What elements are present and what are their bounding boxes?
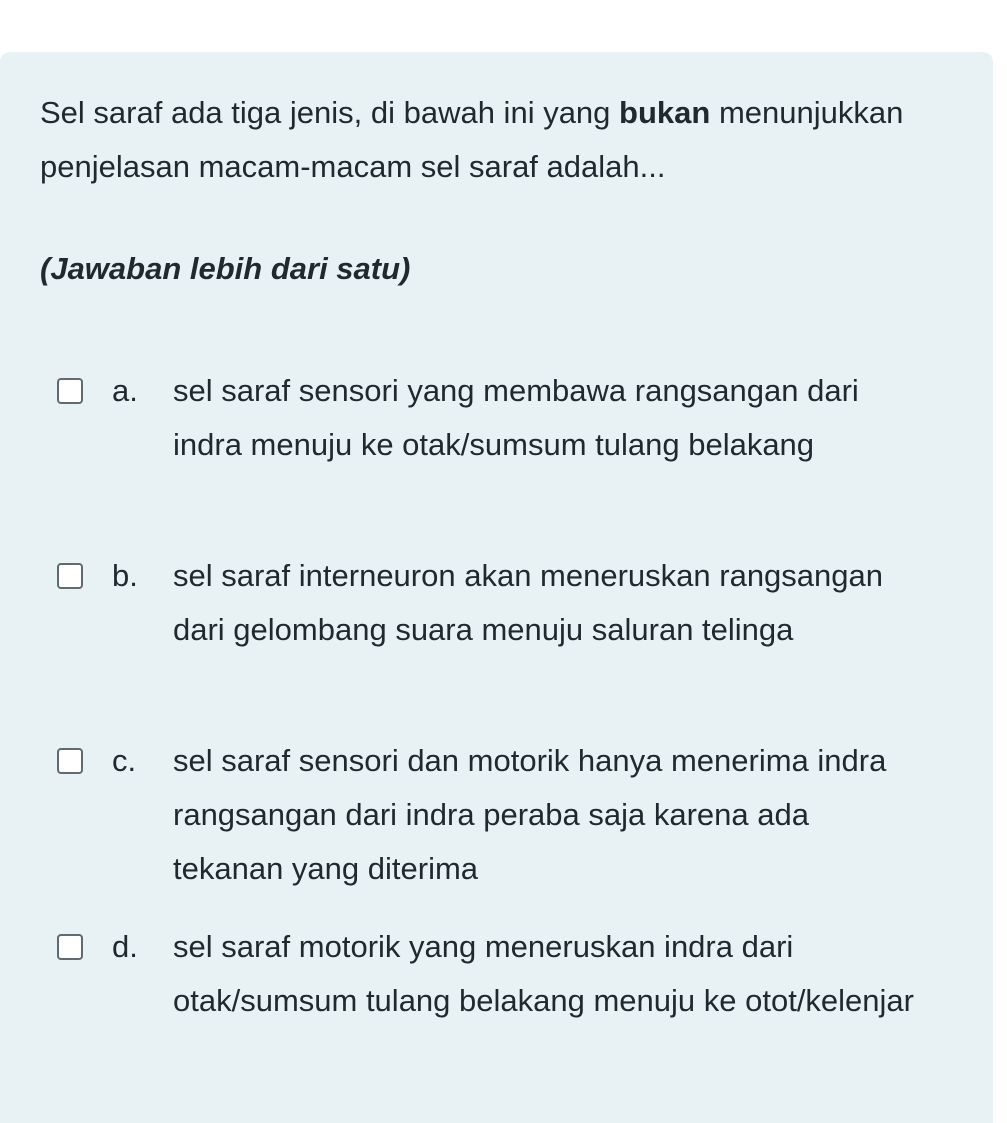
option-b[interactable] — [57, 549, 937, 711]
option-d[interactable] — [57, 920, 937, 1082]
checkbox-a[interactable] — [57, 378, 83, 404]
option-text: sel saraf motorik yang meneruskan indra dari otak/sumsum tulang belakang menuju ke otot/kelenjar — [173, 929, 914, 1018]
option-c[interactable] — [57, 734, 937, 896]
option-text: sel saraf interneuron akan meneruskan rangsangan dari gelombang suara menuju saluran telinga — [173, 558, 884, 647]
question-card — [0, 52, 993, 1123]
option-letter: d. — [112, 929, 138, 964]
option-text: sel saraf sensori dan motorik hanya menerima indra rangsangan dari indra peraba saja karena ada tekanan yang diterima — [173, 743, 887, 886]
option-letter: c. — [112, 743, 137, 778]
checkbox-d[interactable] — [57, 934, 83, 960]
question-text — [40, 86, 940, 194]
option-a[interactable] — [57, 364, 937, 526]
answer-hint: (Jawaban lebih dari satu) — [40, 251, 411, 286]
option-letter: b. — [112, 558, 138, 593]
option-letter: a. — [112, 373, 138, 408]
question-text-after: menunjukkan penjelasan macam-macam sel saraf adalah... — [40, 95, 904, 184]
option-text: sel saraf sensori yang membawa rangsangan dari indra menuju ke otak/sumsum tulang belakang — [173, 373, 859, 462]
question-keyword: bukan — [619, 95, 711, 130]
checkbox-c[interactable] — [57, 748, 83, 774]
question-text-before: Sel saraf ada tiga jenis, di bawah ini yang — [40, 95, 620, 130]
checkbox-b[interactable] — [57, 563, 83, 589]
